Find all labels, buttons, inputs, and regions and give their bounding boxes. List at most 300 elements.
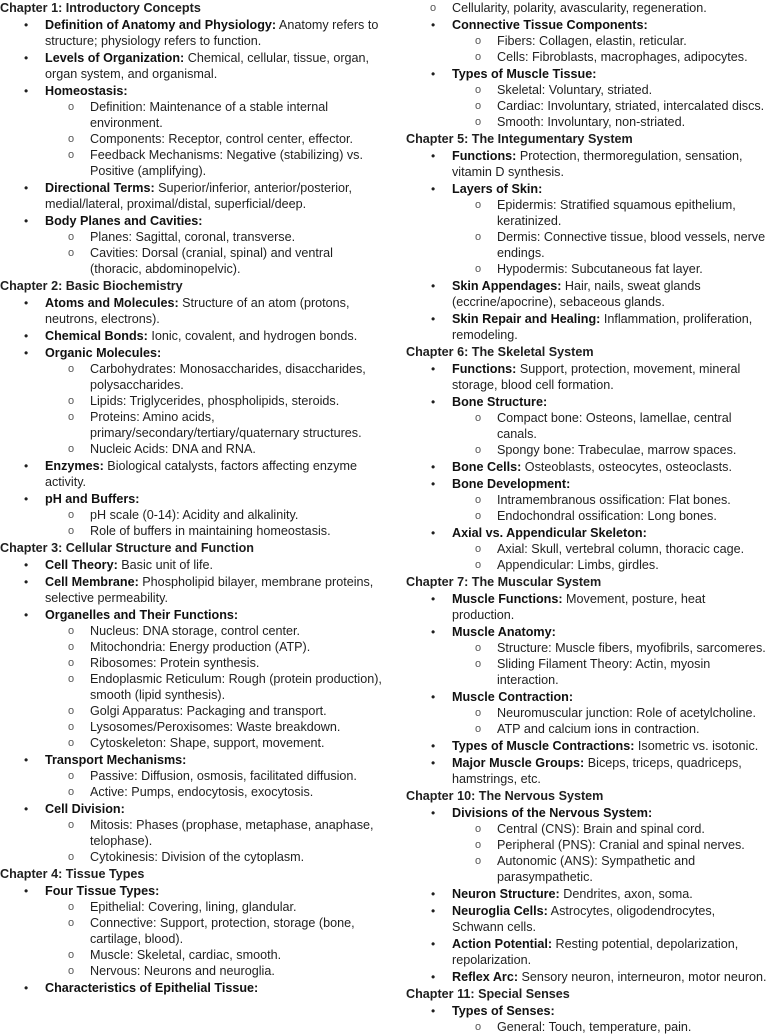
sub-item — [452, 33, 768, 49]
sub-list — [452, 705, 768, 737]
topic-item — [0, 458, 384, 490]
sub-item-text: Mitosis: Phases (prophase, metaphase, anaphase, telophase). — [90, 818, 374, 848]
hollow-bullet-icon: o — [68, 133, 75, 145]
hollow-bullet-icon: o — [475, 494, 482, 506]
topic-list — [406, 361, 768, 573]
sub-list-wrap — [407, 1019, 768, 1035]
hollow-bullet-icon: o — [68, 443, 75, 455]
sub-list — [45, 507, 384, 539]
sub-item — [45, 229, 384, 245]
hollow-bullet-icon: o — [68, 917, 75, 929]
sub-item — [45, 899, 384, 915]
bullet-icon: • — [24, 981, 29, 995]
sub-list — [452, 410, 768, 458]
sub-item — [45, 147, 384, 179]
topic-text: Movement, posture, heat production. — [452, 592, 706, 622]
topic-item — [406, 755, 768, 787]
sub-item — [452, 557, 768, 573]
bullet-icon: • — [431, 279, 436, 293]
chapter-section — [406, 574, 768, 787]
topic-list — [406, 1003, 768, 1035]
topic-text: Ionic, covalent, and hydrogen bonds. — [147, 329, 358, 343]
sub-item — [45, 523, 384, 539]
topic-label: Characteristics of Epithelial Tissue: — [45, 981, 259, 995]
sub-item-text: Nucleic Acids: DNA and RNA. — [90, 442, 256, 456]
sub-list-wrap — [0, 817, 384, 865]
topic-list — [0, 295, 384, 539]
sub-list-wrap — [0, 623, 384, 751]
topic-text: Phospholipid bilayer, membrane proteins, selective permeability. — [45, 575, 374, 605]
sub-list-wrap — [0, 229, 384, 277]
bullet-icon: • — [431, 592, 436, 606]
sub-item-text: Active: Pumps, endocytosis, exocytosis. — [90, 785, 314, 799]
sub-item — [452, 541, 768, 557]
topic-label: Chemical Bonds: — [45, 329, 148, 343]
hollow-bullet-icon: o — [68, 770, 75, 782]
hollow-bullet-icon: o — [475, 116, 482, 128]
bullet-icon: • — [431, 312, 436, 326]
bullet-icon: • — [431, 739, 436, 753]
sub-item-text: Autonomic (ANS): Sympathetic and parasympathetic. — [497, 854, 696, 884]
continued-sub-list — [361, 0, 768, 16]
sub-item — [45, 507, 384, 523]
hollow-bullet-icon: o — [475, 199, 482, 211]
sub-list — [452, 1019, 768, 1035]
bullet-icon: • — [24, 346, 29, 360]
chapter-heading: Chapter 6: The Skeletal System — [406, 345, 594, 359]
topic-text: Sensory neuron, interneuron, motor neuron. — [518, 970, 767, 984]
bullet-icon: • — [431, 806, 436, 820]
right-column — [406, 0, 768, 1036]
sub-item — [452, 229, 768, 261]
bullet-icon: • — [24, 214, 29, 228]
sub-list-wrap — [0, 99, 384, 179]
sub-item-text: Endoplasmic Reticulum: Rough (protein production), smooth (lipid synthesis). — [90, 672, 382, 702]
bullet-icon: • — [24, 296, 29, 310]
sub-item — [407, 0, 768, 16]
chapter-section — [0, 278, 384, 539]
sub-item-text: Carbohydrates: Monosaccharides, disaccharides, polysaccharides. — [90, 362, 366, 392]
sub-item-text: Muscle: Skeletal, cardiac, smooth. — [90, 948, 282, 962]
sub-item-text: Components: Receptor, control center, effector. — [90, 132, 353, 146]
bullet-icon: • — [431, 67, 436, 81]
topic-list — [0, 557, 384, 865]
sub-item-text: pH scale (0-14): Acidity and alkalinity. — [90, 508, 299, 522]
sub-item — [45, 703, 384, 719]
sub-item-text: Hypodermis: Subcutaneous fat layer. — [497, 262, 703, 276]
topic-item — [406, 969, 768, 985]
topic-label: Cell Division: — [45, 802, 125, 816]
hollow-bullet-icon: o — [68, 231, 75, 243]
hollow-bullet-icon: o — [68, 101, 75, 113]
sub-item-text: Connective: Support, protection, storage (bone, cartilage, blood). — [90, 916, 355, 946]
sub-list-wrap — [407, 197, 768, 277]
sub-item-text: Ribosomes: Protein synthesis. — [90, 656, 260, 670]
bullet-icon: • — [431, 18, 436, 32]
chapter-heading: Chapter 2: Basic Biochemistry — [0, 279, 183, 293]
topic-item — [406, 278, 768, 310]
chapter-heading: Chapter 7: The Muscular System — [406, 575, 602, 589]
topic-label: Enzymes: — [45, 459, 104, 473]
sub-item-text: General: Touch, temperature, pain. — [497, 1020, 692, 1034]
hollow-bullet-icon: o — [68, 851, 75, 863]
sub-item-text: Feedback Mechanisms: Negative (stabilizing) vs. Positive (amplifying). — [90, 148, 363, 178]
hollow-bullet-icon: o — [68, 525, 75, 537]
topic-item — [406, 459, 768, 475]
topic-item — [0, 83, 384, 179]
sub-item-text: Endochondral ossification: Long bones. — [497, 509, 717, 523]
topic-label: Neuron Structure: — [452, 887, 560, 901]
topic-item — [406, 361, 768, 393]
topic-list — [0, 17, 384, 277]
topic-label: Bone Cells: — [452, 460, 522, 474]
sub-item — [45, 963, 384, 979]
hollow-bullet-icon: o — [68, 625, 75, 637]
topic-label: Functions: — [452, 362, 517, 376]
hollow-bullet-icon: o — [475, 559, 482, 571]
sub-item-text: Passive: Diffusion, osmosis, facilitated diffusion. — [90, 769, 357, 783]
bullet-icon: • — [24, 575, 29, 589]
sub-list — [407, 0, 768, 16]
sub-item — [45, 671, 384, 703]
sub-list — [45, 899, 384, 979]
topic-text: Chemical, cellular, tissue, organ, organ system, and organismal. — [45, 51, 370, 81]
topic-item — [406, 903, 768, 935]
sub-item-text: Neuromuscular junction: Role of acetylcholine. — [497, 706, 757, 720]
topic-item — [0, 328, 384, 344]
sub-item — [452, 492, 768, 508]
hollow-bullet-icon: o — [475, 1021, 482, 1033]
topic-item — [0, 213, 384, 277]
sub-list — [452, 821, 768, 885]
sub-item — [45, 817, 384, 849]
chapter-heading: Chapter 1: Introductory Concepts — [0, 1, 201, 15]
bullet-icon: • — [431, 526, 436, 540]
topic-text: Hair, nails, sweat glands (eccrine/apocrine), sebaceous glands. — [452, 279, 701, 309]
hollow-bullet-icon: o — [68, 395, 75, 407]
sub-item — [452, 508, 768, 524]
topic-item — [406, 394, 768, 458]
hollow-bullet-icon: o — [475, 839, 482, 851]
hollow-bullet-icon: o — [475, 707, 482, 719]
bullet-icon: • — [431, 756, 436, 770]
chapter-heading: Chapter 11: Special Senses — [406, 987, 570, 1001]
topic-item — [0, 801, 384, 865]
bullet-icon: • — [24, 558, 29, 572]
sub-list — [452, 82, 768, 130]
sub-item-text: Peripheral (PNS): Cranial and spinal nerves. — [497, 838, 745, 852]
topic-text: Biological catalysts, factors affecting enzyme activity. — [45, 459, 357, 489]
sub-item — [452, 114, 768, 130]
sub-item-text: Fibers: Collagen, elastin, reticular. — [497, 34, 687, 48]
topic-label: Connective Tissue Components: — [452, 18, 648, 32]
topic-item — [0, 557, 384, 573]
sub-item-text: Skeletal: Voluntary, striated. — [497, 83, 653, 97]
topic-label: Levels of Organization: — [45, 51, 185, 65]
topic-text: Superior/inferior, anterior/posterior, medial/lateral, proximal/distal, superficial/deep. — [45, 181, 353, 211]
hollow-bullet-icon: o — [68, 901, 75, 913]
topic-item — [406, 624, 768, 688]
sub-item-text: Central (CNS): Brain and spinal cord. — [497, 822, 705, 836]
sub-item-text: ATP and calcium ions in contraction. — [497, 722, 700, 736]
hollow-bullet-icon: o — [430, 2, 437, 14]
sub-list — [452, 640, 768, 688]
sub-list-wrap — [407, 410, 768, 458]
topic-label: Types of Muscle Tissue: — [452, 67, 597, 81]
sub-item — [45, 768, 384, 784]
hollow-bullet-icon: o — [68, 641, 75, 653]
hollow-bullet-icon: o — [475, 231, 482, 243]
sub-item — [45, 735, 384, 751]
sub-item-text: Epidermis: Stratified squamous epithelium, keratinized. — [497, 198, 736, 228]
sub-item — [452, 261, 768, 277]
sub-item — [452, 410, 768, 442]
sub-item-text: Nervous: Neurons and neuroglia. — [90, 964, 275, 978]
topic-label: Skin Repair and Healing: — [452, 312, 601, 326]
hollow-bullet-icon: o — [68, 411, 75, 423]
hollow-bullet-icon: o — [68, 737, 75, 749]
sub-item-text: Sliding Filament Theory: Actin, myosin interaction. — [497, 657, 711, 687]
bullet-icon: • — [24, 492, 29, 506]
sub-item — [452, 721, 768, 737]
sub-list-wrap — [0, 899, 384, 979]
hollow-bullet-icon: o — [475, 51, 482, 63]
chapter-heading: Chapter 3: Cellular Structure and Function — [0, 541, 255, 555]
hollow-bullet-icon: o — [68, 509, 75, 521]
sub-item-text: Lipids: Triglycerides, phospholipids, steroids. — [90, 394, 340, 408]
topic-item — [0, 752, 384, 800]
hollow-bullet-icon: o — [68, 363, 75, 375]
topic-item — [0, 345, 384, 457]
hollow-bullet-icon: o — [68, 949, 75, 961]
chapter-section — [406, 17, 768, 130]
topic-label: Types of Muscle Contractions: — [452, 739, 635, 753]
sub-item — [45, 245, 384, 277]
hollow-bullet-icon: o — [475, 412, 482, 424]
sub-item-text: Nucleus: DNA storage, control center. — [90, 624, 300, 638]
bullet-icon: • — [431, 625, 436, 639]
bullet-icon: • — [431, 477, 436, 491]
topic-item — [406, 1003, 768, 1035]
topic-list — [406, 17, 768, 130]
sub-item — [45, 947, 384, 963]
bullet-icon: • — [431, 149, 436, 163]
topic-label: Types of Senses: — [452, 1004, 555, 1018]
sub-item-text: Structure: Muscle fibers, myofibrils, sarcomeres. — [497, 641, 766, 655]
sub-item-text: Dermis: Connective tissue, blood vessels, nerve endings. — [497, 230, 766, 260]
topic-label: Reflex Arc: — [452, 970, 519, 984]
sub-list — [452, 492, 768, 524]
sub-list-wrap — [0, 507, 384, 539]
topic-label: Cell Theory: — [45, 558, 118, 572]
sub-list — [45, 817, 384, 865]
sub-item — [452, 442, 768, 458]
hollow-bullet-icon: o — [475, 723, 482, 735]
topic-label: pH and Buffers: — [45, 492, 140, 506]
hollow-bullet-icon: o — [475, 510, 482, 522]
bullet-icon: • — [24, 884, 29, 898]
chapter-section — [0, 866, 384, 996]
sub-item-text: Cytoskeleton: Shape, support, movement. — [90, 736, 325, 750]
sub-item — [452, 656, 768, 688]
topic-item — [406, 738, 768, 754]
bullet-icon: • — [431, 690, 436, 704]
topic-item — [406, 181, 768, 277]
topic-label: Organic Molecules: — [45, 346, 162, 360]
chapter-heading: Chapter 10: The Nervous System — [406, 789, 604, 803]
sub-item — [45, 441, 384, 457]
sub-item-text: Cellularity, polarity, avascularity, regeneration. — [452, 1, 707, 15]
sub-list — [45, 361, 384, 457]
sub-item — [45, 784, 384, 800]
topic-label: Four Tissue Types: — [45, 884, 160, 898]
bullet-icon: • — [431, 887, 436, 901]
hollow-bullet-icon: o — [475, 35, 482, 47]
sub-item — [452, 837, 768, 853]
sub-item-text: Epithelial: Covering, lining, glandular. — [90, 900, 297, 914]
topic-item — [0, 50, 384, 82]
sub-list-wrap — [0, 361, 384, 457]
bullet-icon: • — [431, 937, 436, 951]
topic-text: Protection, thermoregulation, sensation, vitamin D synthesis. — [452, 149, 743, 179]
sub-item — [45, 915, 384, 947]
bullet-icon: • — [24, 608, 29, 622]
bullet-icon: • — [24, 802, 29, 816]
bullet-icon: • — [431, 182, 436, 196]
topic-item — [0, 491, 384, 539]
topic-label: Directional Terms: — [45, 181, 155, 195]
chapter-section — [406, 986, 768, 1035]
hollow-bullet-icon: o — [68, 965, 75, 977]
topic-item — [0, 607, 384, 751]
hollow-bullet-icon: o — [68, 721, 75, 733]
sub-list — [45, 99, 384, 179]
sub-item-text: Definition: Maintenance of a stable internal environment. — [90, 100, 329, 130]
chapter-section — [0, 540, 384, 865]
topic-label: Muscle Functions: — [452, 592, 563, 606]
topic-label: Bone Development: — [452, 477, 571, 491]
sub-list-wrap — [407, 33, 768, 65]
topic-item — [406, 148, 768, 180]
hollow-bullet-icon: o — [475, 855, 482, 867]
sub-list-wrap — [0, 768, 384, 800]
hollow-bullet-icon: o — [68, 247, 75, 259]
hollow-bullet-icon: o — [475, 263, 482, 275]
sub-item — [45, 361, 384, 393]
sub-item — [452, 82, 768, 98]
hollow-bullet-icon: o — [68, 657, 75, 669]
sub-item-text: Intramembranous ossification: Flat bones. — [497, 493, 731, 507]
topic-label: Homeostasis: — [45, 84, 128, 98]
bullet-icon: • — [24, 84, 29, 98]
topic-text: Basic unit of life. — [117, 558, 213, 572]
sub-item — [452, 853, 768, 885]
topic-label: Skin Appendages: — [452, 279, 562, 293]
topic-list — [406, 591, 768, 787]
bullet-icon: • — [431, 460, 436, 474]
chapter-heading: Chapter 5: The Integumentary System — [406, 132, 633, 146]
sub-list — [452, 33, 768, 65]
sub-item-text: Mitochondria: Energy production (ATP). — [90, 640, 311, 654]
sub-item — [452, 705, 768, 721]
hollow-bullet-icon: o — [475, 658, 482, 670]
sub-item — [452, 98, 768, 114]
topic-text: Isometric vs. isotonic. — [634, 739, 759, 753]
bullet-icon: • — [431, 970, 436, 984]
topic-item — [0, 17, 384, 49]
topic-label: Muscle Contraction: — [452, 690, 574, 704]
sub-item-text: Lysosomes/Peroxisomes: Waste breakdown. — [90, 720, 341, 734]
topic-item — [406, 66, 768, 130]
bullet-icon: • — [24, 51, 29, 65]
sub-item-text: Cytokinesis: Division of the cytoplasm. — [90, 850, 305, 864]
chapter-section — [406, 788, 768, 985]
sub-item-text: Spongy bone: Trabeculae, marrow spaces. — [497, 443, 737, 457]
hollow-bullet-icon: o — [475, 100, 482, 112]
sub-list-wrap — [407, 82, 768, 130]
sub-item-text: Appendicular: Limbs, girdles. — [497, 558, 659, 572]
sub-item-text: Cardiac: Involuntary, striated, intercalated discs. — [497, 99, 765, 113]
topic-item — [406, 525, 768, 573]
topic-text: Anatomy refers to structure; physiology refers to function. — [45, 18, 379, 48]
topic-label: Layers of Skin: — [452, 182, 543, 196]
sub-item-text: Planes: Sagittal, coronal, transverse. — [90, 230, 296, 244]
topic-list — [406, 148, 768, 343]
sub-item — [45, 393, 384, 409]
topic-item — [406, 591, 768, 623]
sub-item — [45, 639, 384, 655]
sub-item — [45, 655, 384, 671]
left-column — [0, 0, 384, 997]
sub-item — [452, 49, 768, 65]
sub-list — [45, 623, 384, 751]
sub-item — [45, 849, 384, 865]
sub-item-text: Cavities: Dorsal (cranial, spinal) and ventral (thoracic, abdominopelvic). — [90, 246, 333, 276]
topic-item — [0, 295, 384, 327]
bullet-icon: • — [24, 329, 29, 343]
topic-item — [0, 883, 384, 979]
topic-text: Astrocytes, oligodendrocytes, Schwann cells. — [452, 904, 716, 934]
hollow-bullet-icon: o — [68, 819, 75, 831]
hollow-bullet-icon: o — [475, 444, 482, 456]
hollow-bullet-icon: o — [475, 84, 482, 96]
topic-item — [0, 574, 384, 606]
topic-item — [406, 17, 768, 65]
topic-label: Cell Membrane: — [45, 575, 139, 589]
sub-item — [45, 99, 384, 131]
topic-text: Structure of an atom (protons, neutrons, electrons). — [45, 296, 350, 326]
sub-list-wrap — [407, 640, 768, 688]
bullet-icon: • — [431, 1004, 436, 1018]
topic-item — [0, 180, 384, 212]
topic-text: Biceps, triceps, quadriceps, hamstrings, etc. — [452, 756, 742, 786]
sub-item — [452, 197, 768, 229]
bullet-icon: • — [24, 181, 29, 195]
sub-list — [45, 229, 384, 277]
topic-label: Neuroglia Cells: — [452, 904, 548, 918]
topic-list — [0, 883, 384, 996]
topic-item — [406, 476, 768, 524]
topic-item — [406, 311, 768, 343]
chapter-section — [0, 0, 384, 277]
sub-item-text: Proteins: Amino acids, primary/secondary/tertiary/quaternary structures. — [90, 410, 362, 440]
topic-item — [406, 805, 768, 885]
sub-list — [452, 197, 768, 277]
topic-text: Dendrites, axon, soma. — [559, 887, 693, 901]
sub-item — [45, 131, 384, 147]
topic-item — [406, 936, 768, 968]
sub-item-text: Golgi Apparatus: Packaging and transport. — [90, 704, 327, 718]
